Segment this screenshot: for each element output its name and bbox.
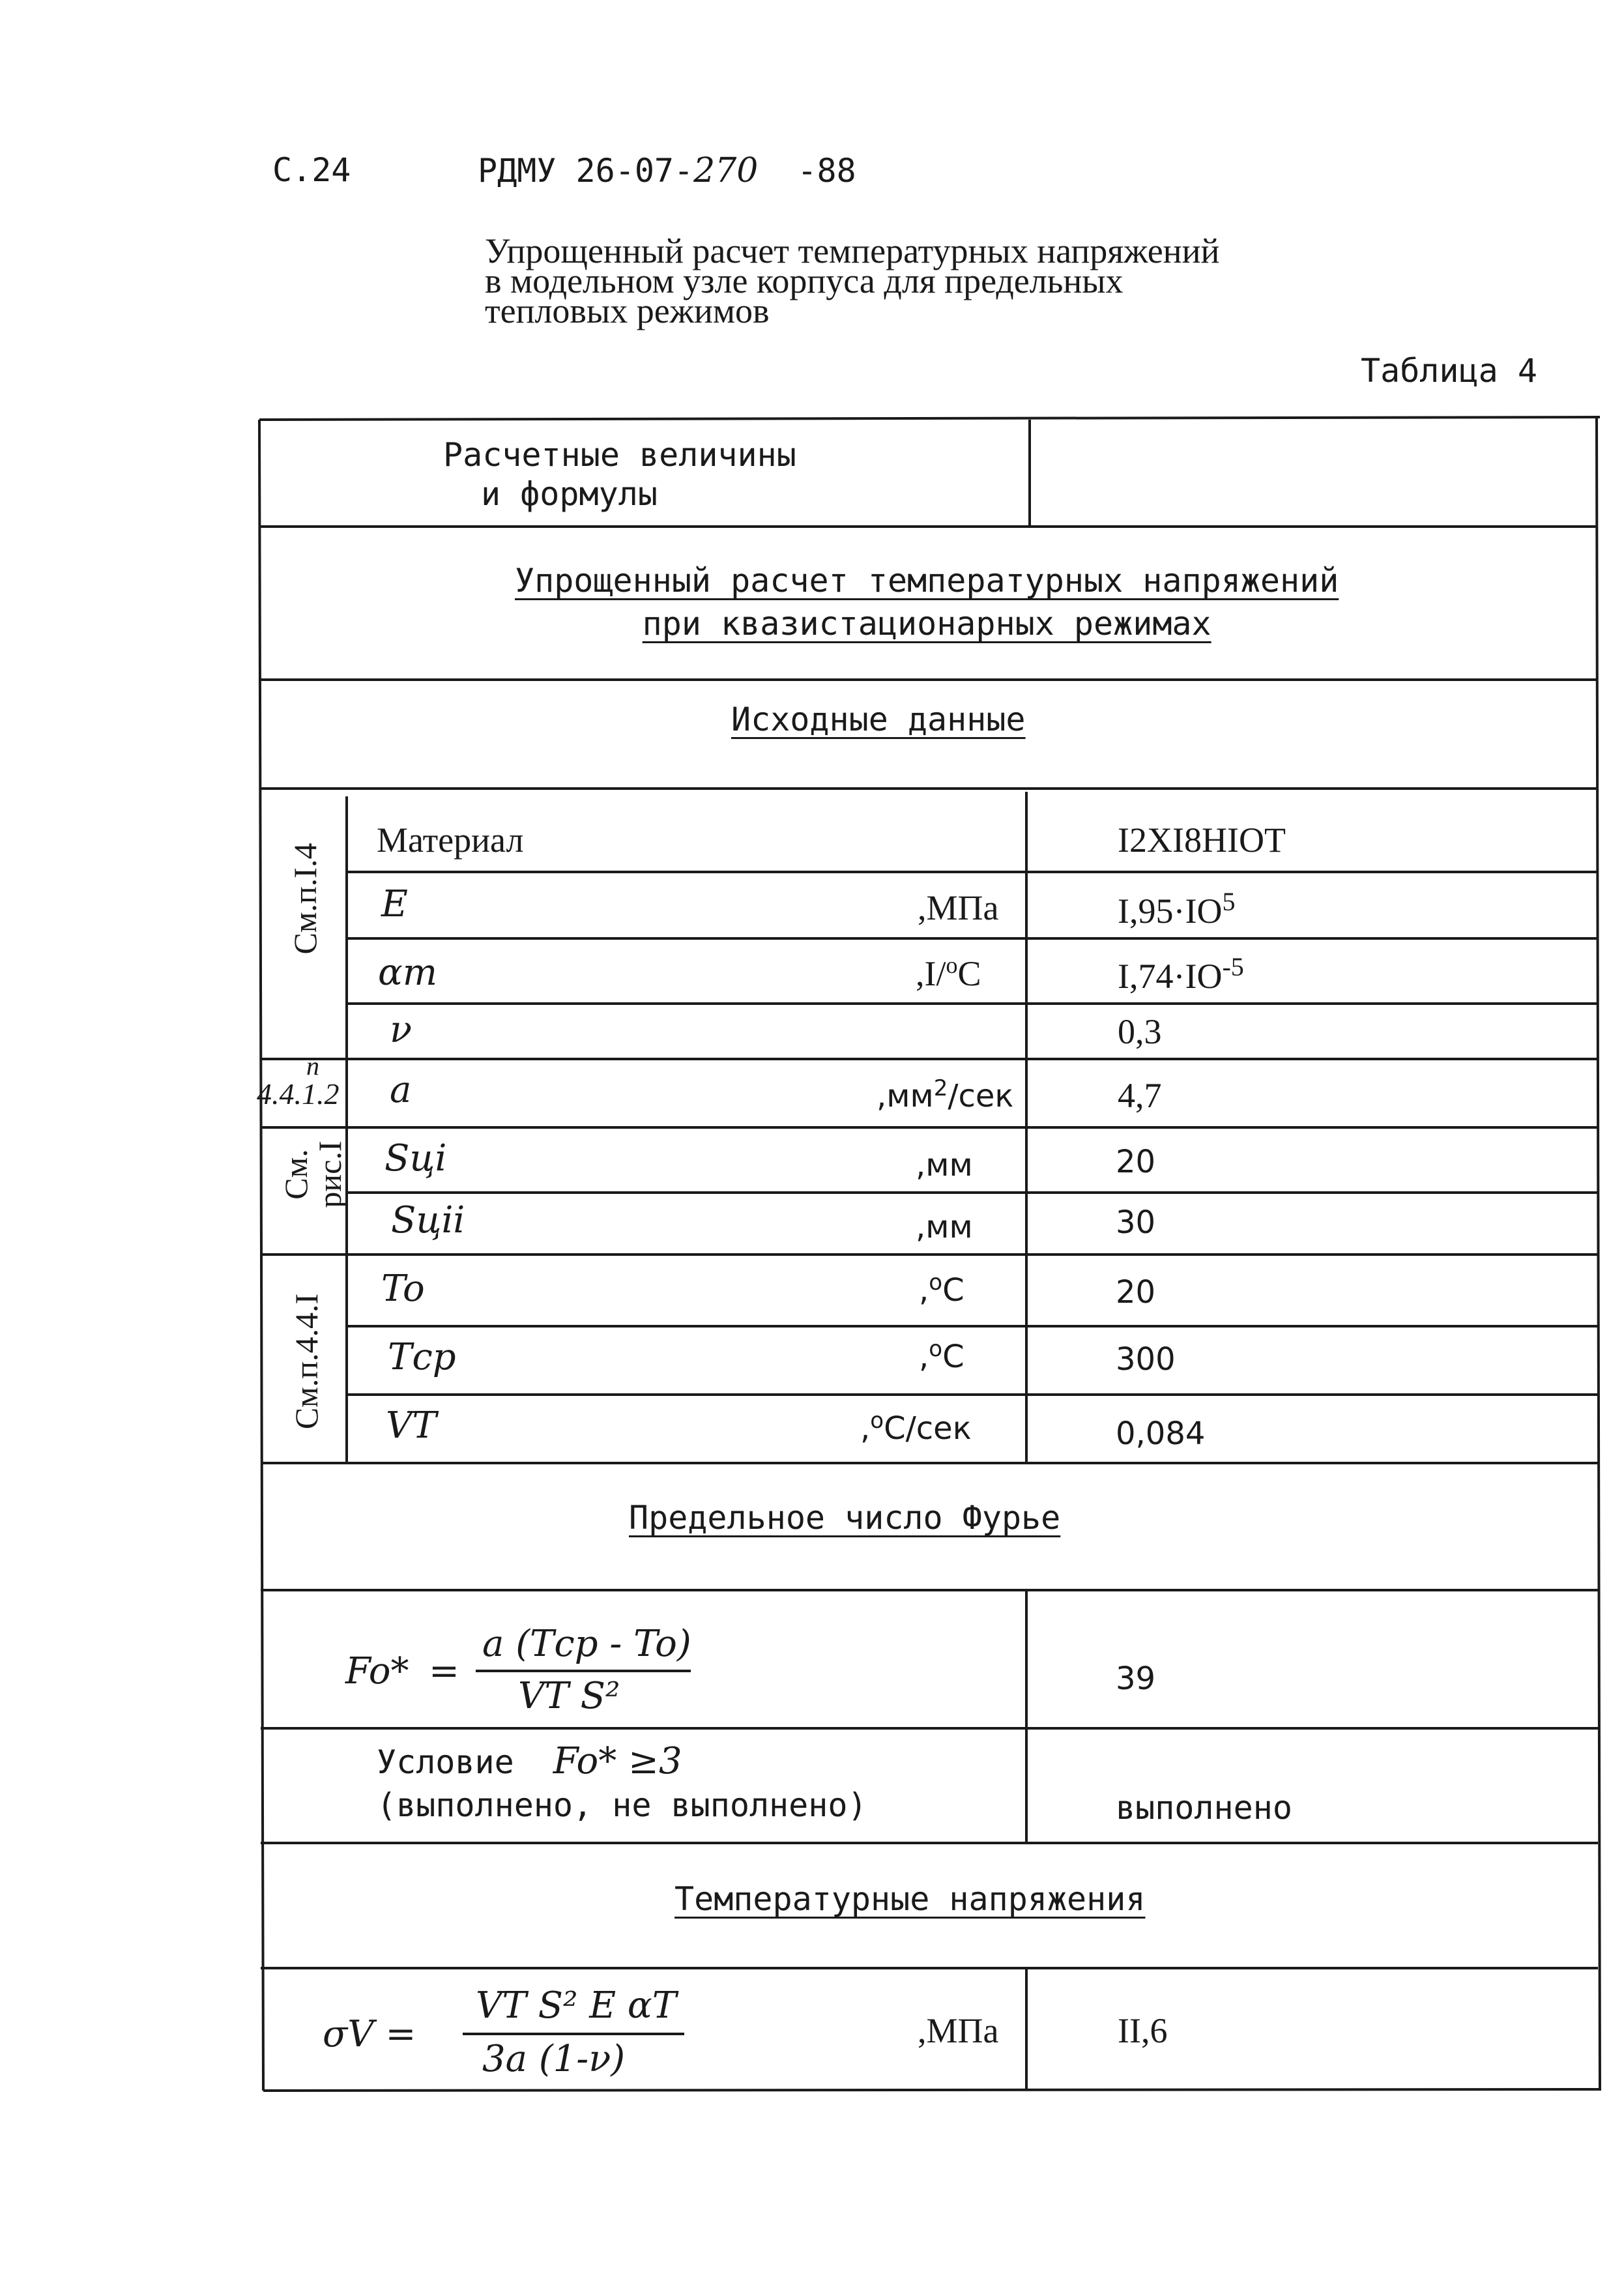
value-thermal-diffusivity: 4,7 [1118,1076,1162,1115]
unit-initial-temperature-post: С [942,1272,964,1309]
value-thermal-expansion-base: I,74·IO [1118,957,1223,996]
column-header-line-2: и формулы [481,475,658,513]
symbol-wall-thickness-1: Sцi [384,1137,447,1180]
unit-thermal-diffusivity [877,1075,1013,1114]
fourier-fraction-bar [476,1670,691,1672]
symbol-medium-temperature: Tср [388,1336,456,1378]
unit-heating-rate-pre: , [860,1410,871,1447]
fourier-formula [345,1623,710,1720]
document-code-number: 270 [693,151,759,190]
condition-block [377,1740,867,1827]
group-label-clause-mark: п [306,1051,319,1081]
section-heading-input-data: Исходные данные [731,701,1026,738]
unit-thermal-expansion-degree: о [946,952,958,978]
stress-fraction-bar [463,2033,684,2035]
section-heading-thermal-stress: Температурные напряжения [674,1880,1146,1918]
value-thermal-expansion [1118,951,1244,996]
symbol-wall-thickness-2: Sцii [391,1199,465,1241]
document-code-prefix: РДМУ 26-07- [478,152,694,190]
value-thermal-expansion-exp: -5 [1222,952,1244,981]
unit-wall-thickness-1: ,мм [916,1147,973,1183]
condition-formula: Fo* ≥3 [553,1740,682,1782]
value-elastic-modulus-exp: 5 [1222,887,1236,916]
condition-label: Условие [377,1743,514,1781]
symbol-elastic-modulus: E [381,883,408,925]
unit-initial-temperature [919,1269,964,1309]
material-value: I2XI8HIOT [1118,820,1286,860]
value-initial-temperature: 20 [1116,1274,1156,1311]
unit-heating-rate [860,1408,972,1447]
unit-medium-temperature-post: С [942,1339,964,1375]
unit-initial-temperature-pre: , [919,1272,929,1309]
symbol-initial-temperature: To [381,1268,425,1310]
section-heading-line-1: Упрощенный расчет температурных напряжений [515,562,1339,600]
page-number: С.24 [272,151,351,189]
value-poisson-ratio: 0,3 [1118,1012,1162,1051]
symbol-heating-rate: VT [386,1404,437,1447]
title-line-3: тепловых режимов [485,291,770,330]
unit-thermal-diffusivity-pre: ,мм [877,1078,934,1114]
symbol-thermal-diffusivity: a [390,1069,412,1111]
value-wall-thickness-2: 30 [1116,1204,1156,1241]
value-wall-thickness-1: 20 [1116,1144,1156,1180]
stress-formula [323,1984,714,2082]
fourier-lhs: Fo* [345,1650,409,1692]
unit-thermal-expansion-pre: ,I/ [916,954,946,993]
fourier-numerator: a (Tср - To) [482,1623,691,1665]
unit-medium-temperature-degree: о [929,1336,943,1362]
fourier-denominator: VT S² [518,1675,620,1717]
title-line-2: в модельном узле корпуса для предельных [485,261,1124,300]
unit-heating-rate-degree: о [870,1408,884,1434]
section-heading-line-2: при квазистационарных режимах [642,605,1211,643]
unit-thermal-expansion [916,951,981,994]
unit-initial-temperature-degree: о [929,1269,943,1296]
stress-lhs: σV = [323,2013,416,2055]
column-header-formulas [443,435,796,514]
unit-thermal-diffusivity-exp: 2 [933,1075,948,1101]
group-label-fig-1-line-1: См. [278,1149,314,1200]
value-elastic-modulus [1118,886,1235,931]
value-medium-temperature: 300 [1116,1341,1176,1378]
symbol-thermal-expansion: αт [378,951,437,994]
symbol-poisson-ratio: ν [390,1009,413,1051]
unit-thermal-diffusivity-post: /сек [948,1078,1014,1114]
unit-wall-thickness-2: ,мм [916,1209,973,1245]
unit-heating-rate-post: С/сек [884,1410,972,1447]
title-line-1: Упрощенный расчет температурных напряжений [485,231,1220,270]
stress-denominator: 3a (1-ν) [482,2038,626,2080]
unit-elastic-modulus: ,МПа [918,888,999,927]
unit-thermal-expansion-post: С [957,954,981,993]
stress-unit: ,МПа [918,2011,999,2050]
group-label-sec-4-4-1: См.п.4.4.I [288,1293,325,1430]
column-header-line-1: Расчетные величины [443,436,796,474]
stress-value: II,6 [1118,2011,1168,2050]
fourier-value: 39 [1116,1661,1156,1697]
stress-numerator: VT S² E αT [476,1984,677,2027]
group-label-fig-1 [279,1122,347,1226]
group-label-fig-1-line-2: рис.I [312,1140,348,1208]
unit-medium-temperature-pre: , [919,1339,929,1375]
section-heading-quasistationary [515,559,1339,645]
unit-medium-temperature [919,1336,964,1375]
value-elastic-modulus-base: I,95·IO [1118,892,1223,931]
document-code-year: -88 [797,152,856,190]
group-label-sec-1-4: См.п.I.4 [287,843,323,955]
condition-line-1 [377,1740,867,1784]
section-heading-fourier: Предельное число Фурье [629,1499,1061,1537]
table-label: Таблица 4 [1361,352,1537,390]
condition-value: выполнено [1116,1789,1292,1827]
group-label-sec-4-4-1-2: 4.4.1.2 [257,1077,340,1110]
material-label: Материал [377,820,524,860]
value-heating-rate: 0,084 [1116,1415,1206,1452]
fourier-equals: = [429,1650,459,1692]
condition-options: (выполнено, не выполнено) [377,1786,867,1824]
